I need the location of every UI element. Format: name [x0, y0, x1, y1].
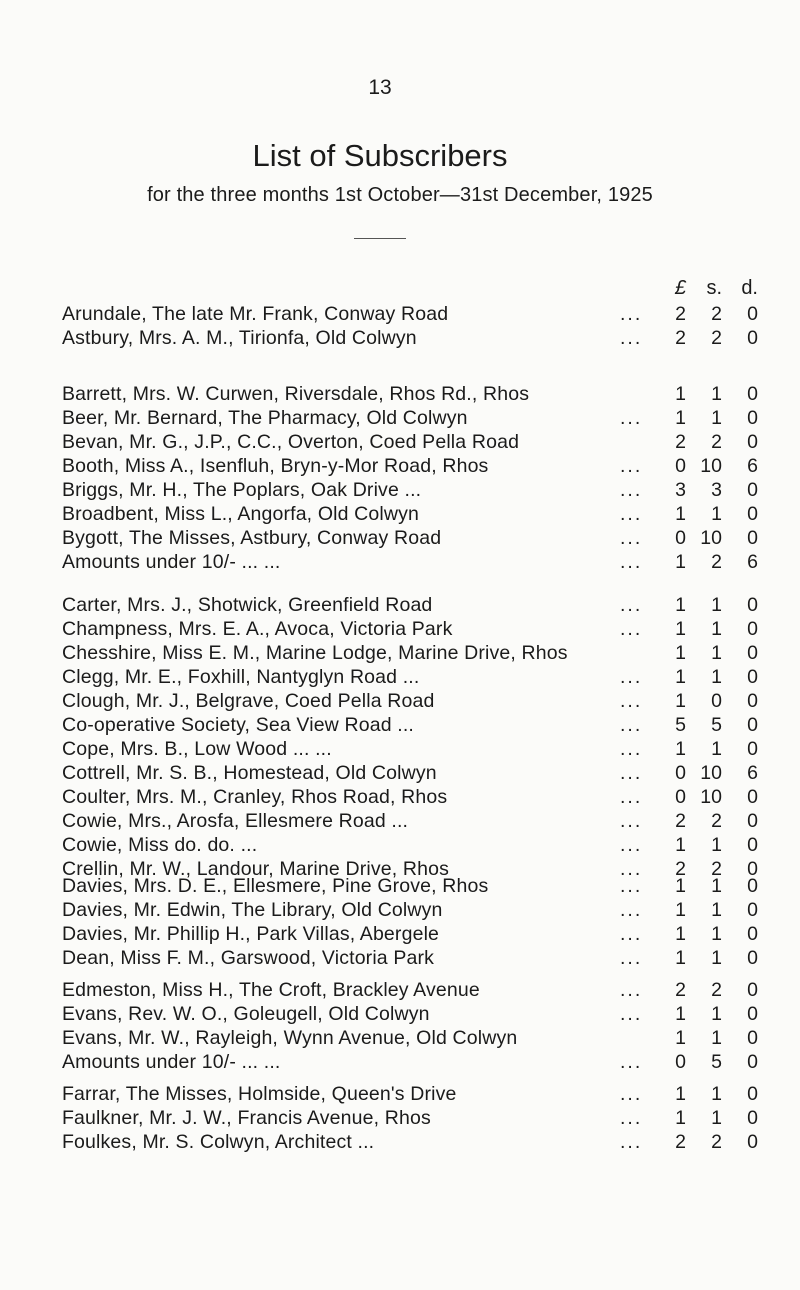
- leader-dots: ...: [620, 618, 643, 640]
- amount-shillings: 1: [711, 1027, 722, 1049]
- amount-pence: 0: [747, 1003, 758, 1025]
- amount-pence: 0: [747, 875, 758, 897]
- leader-dots: ...: [620, 479, 643, 501]
- list-item: [0, 1130, 800, 1154]
- amount-shillings: 1: [711, 875, 722, 897]
- amount-pence: 0: [747, 947, 758, 969]
- amount-pence: 0: [747, 431, 758, 453]
- amount-pounds: 0: [675, 786, 686, 808]
- amount-pence: 0: [747, 1131, 758, 1153]
- amount-pence: 6: [747, 551, 758, 573]
- list-item: [0, 478, 800, 502]
- amount-pence: 0: [747, 407, 758, 429]
- amount-shillings: 1: [711, 834, 722, 856]
- amount-pounds: 2: [675, 431, 686, 453]
- amount-pounds: 1: [675, 642, 686, 664]
- subscriber-name: Chesshire, Miss E. M., Marine Lodge, Marine Drive, Rhos: [62, 642, 568, 664]
- leader-dots: ...: [620, 714, 643, 736]
- leader-dots: ...: [620, 594, 643, 616]
- subscriber-group: [0, 302, 800, 350]
- shillings-header: s.: [706, 277, 722, 299]
- list-item: [0, 978, 800, 1002]
- leader-dots: ...: [620, 875, 643, 897]
- subscriber-name: Foulkes, Mr. S. Colwyn, Architect ...: [62, 1131, 375, 1153]
- leader-dots: ...: [620, 1051, 643, 1073]
- amount-shillings: 1: [711, 503, 722, 525]
- amount-pounds: 1: [675, 1083, 686, 1105]
- amount-pounds: 0: [675, 762, 686, 784]
- amount-shillings: 5: [711, 1051, 722, 1073]
- subscriber-name: Broadbent, Miss L., Angorfa, Old Colwyn: [62, 503, 420, 525]
- amount-pounds: 1: [675, 383, 686, 405]
- amount-shillings: 1: [711, 594, 722, 616]
- leader-dots: ...: [620, 810, 643, 832]
- amount-pence: 0: [747, 1027, 758, 1049]
- amount-pence: 0: [747, 303, 758, 325]
- amount-pence: 0: [747, 738, 758, 760]
- amount-shillings: 2: [711, 858, 722, 880]
- leader-dots: ...: [620, 690, 643, 712]
- amount-pence: 0: [747, 594, 758, 616]
- amount-pence: 0: [747, 923, 758, 945]
- subscriber-name: Co-operative Society, Sea View Road ...: [62, 714, 414, 736]
- list-item: [0, 922, 800, 946]
- amount-pence: 0: [747, 1107, 758, 1129]
- list-item: [0, 761, 800, 785]
- amount-shillings: 1: [711, 642, 722, 664]
- pounds-header: £: [674, 277, 686, 299]
- amount-pence: 0: [747, 327, 758, 349]
- subscriber-name: Clough, Mr. J., Belgrave, Coed Pella Road: [62, 690, 435, 712]
- subscriber-name: Champness, Mrs. E. A., Avoca, Victoria Park: [62, 618, 453, 640]
- subscriber-name: Cowie, Miss do. do. ...: [62, 834, 258, 856]
- page-number: 13: [368, 76, 392, 99]
- amount-pence: 0: [747, 786, 758, 808]
- leader-dots: ...: [620, 858, 643, 880]
- subscriber-name: Astbury, Mrs. A. M., Tirionfa, Old Colwyn: [62, 327, 417, 349]
- subscriber-name: Coulter, Mrs. M., Cranley, Rhos Road, Rhos: [62, 786, 448, 808]
- page-title: List of Subscribers: [252, 138, 508, 173]
- list-item: [0, 382, 800, 406]
- leader-dots: ...: [620, 1131, 643, 1153]
- leader-dots: ...: [620, 527, 643, 549]
- amount-pounds: 1: [675, 503, 686, 525]
- amount-shillings: 5: [711, 714, 722, 736]
- subscriber-name: Davies, Mr. Phillip H., Park Villas, Abergele: [62, 923, 440, 945]
- amount-pounds: 1: [675, 551, 686, 573]
- amount-shillings: 2: [711, 979, 722, 1001]
- amount-pence: 0: [747, 383, 758, 405]
- subscriber-name: Carter, Mrs. J., Shotwick, Greenfield Road: [62, 594, 433, 616]
- amount-shillings: 10: [700, 527, 722, 549]
- list-item: [0, 641, 800, 665]
- leader-dots: ...: [620, 455, 643, 477]
- amount-pence: 0: [747, 858, 758, 880]
- amount-pounds: 1: [675, 834, 686, 856]
- subscriber-name: Farrar, The Misses, Holmside, Queen's Drive: [62, 1083, 457, 1105]
- leader-dots: ...: [620, 786, 643, 808]
- subscriber-group: [0, 382, 800, 574]
- amount-shillings: 1: [711, 1107, 722, 1129]
- leader-dots: ...: [620, 899, 643, 921]
- list-item: [0, 326, 800, 350]
- subscriber-name: Evans, Mr. W., Rayleigh, Wynn Avenue, Old Colwyn: [62, 1027, 518, 1049]
- amount-pounds: 1: [675, 1107, 686, 1129]
- list-item: [0, 550, 800, 574]
- amount-pence: 0: [747, 666, 758, 688]
- leader-dots: ...: [620, 1107, 643, 1129]
- amount-shillings: 2: [711, 303, 722, 325]
- amount-pounds: 0: [675, 455, 686, 477]
- subscriber-name: Crellin, Mr. W., Landour, Marine Drive, Rhos: [62, 858, 449, 880]
- amount-pounds: 1: [675, 738, 686, 760]
- amount-shillings: 1: [711, 923, 722, 945]
- amount-shillings: 10: [700, 455, 722, 477]
- subscriber-group: [0, 593, 800, 881]
- amount-shillings: 2: [711, 431, 722, 453]
- amount-shillings: 10: [700, 786, 722, 808]
- list-item: [0, 302, 800, 326]
- list-item: [0, 874, 800, 898]
- list-item: [0, 785, 800, 809]
- amount-shillings: 1: [711, 947, 722, 969]
- amount-shillings: 2: [711, 1131, 722, 1153]
- leader-dots: ...: [620, 503, 643, 525]
- subscriber-name: Briggs, Mr. H., The Poplars, Oak Drive ...: [62, 479, 422, 501]
- amount-pounds: 1: [675, 690, 686, 712]
- subscriber-name: Cowie, Mrs., Arosfa, Ellesmere Road ...: [62, 810, 409, 832]
- list-item: [0, 454, 800, 478]
- amount-pence: 0: [747, 1083, 758, 1105]
- leader-dots: ...: [620, 947, 643, 969]
- amount-pence: 0: [747, 899, 758, 921]
- amount-pence: 0: [747, 479, 758, 501]
- amount-shillings: 1: [711, 383, 722, 405]
- amount-shillings: 2: [711, 810, 722, 832]
- subscriber-name: Evans, Rev. W. O., Goleugell, Old Colwyn: [62, 1003, 430, 1025]
- list-item: [0, 689, 800, 713]
- amount-pence: 0: [747, 714, 758, 736]
- subscriber-group: [0, 978, 800, 1074]
- list-item: [0, 665, 800, 689]
- leader-dots: ...: [620, 979, 643, 1001]
- subscriber-name: Davies, Mr. Edwin, The Library, Old Colwyn: [62, 899, 443, 921]
- list-item: [0, 1002, 800, 1026]
- subscriber-group: [0, 1082, 800, 1154]
- amount-pence: 0: [747, 503, 758, 525]
- leader-dots: ...: [620, 1083, 643, 1105]
- subscriber-name: Arundale, The late Mr. Frank, Conway Road: [62, 303, 449, 325]
- list-item: [0, 617, 800, 641]
- subscriber-name: Barrett, Mrs. W. Curwen, Riversdale, Rhos Rd., Rhos: [62, 383, 530, 405]
- list-item: [0, 1106, 800, 1130]
- amount-pounds: 2: [675, 303, 686, 325]
- list-item: [0, 713, 800, 737]
- subscriber-name: Cope, Mrs. B., Low Wood ... ...: [62, 738, 332, 760]
- amount-pounds: 1: [675, 407, 686, 429]
- amount-pounds: 2: [675, 979, 686, 1001]
- list-item: [0, 946, 800, 970]
- amount-pence: 0: [747, 527, 758, 549]
- divider-rule: [354, 238, 406, 239]
- subscriber-name: Amounts under 10/- ... ...: [62, 1051, 281, 1073]
- subscriber-name: Clegg, Mr. E., Foxhill, Nantyglyn Road ...: [62, 666, 420, 688]
- amount-pounds: 5: [675, 714, 686, 736]
- subscriber-name: Bygott, The Misses, Astbury, Conway Road: [62, 527, 442, 549]
- leader-dots: ...: [620, 551, 643, 573]
- amount-pence: 0: [747, 618, 758, 640]
- page-subtitle: for the three months 1st October—31st December, 1925: [147, 184, 653, 206]
- list-item: [0, 737, 800, 761]
- subscriber-name: Beer, Mr. Bernard, The Pharmacy, Old Colwyn: [62, 407, 468, 429]
- amount-pounds: 1: [675, 1027, 686, 1049]
- list-item: [0, 593, 800, 617]
- leader-dots: ...: [620, 327, 643, 349]
- amount-shillings: 2: [711, 327, 722, 349]
- amount-shillings: 3: [711, 479, 722, 501]
- list-item: [0, 833, 800, 857]
- amount-pounds: 2: [675, 1131, 686, 1153]
- amount-pence: 0: [747, 690, 758, 712]
- leader-dots: ...: [620, 666, 643, 688]
- list-item: [0, 1026, 800, 1050]
- amount-pounds: 2: [675, 858, 686, 880]
- amount-pence: 0: [747, 810, 758, 832]
- list-item: [0, 526, 800, 550]
- list-item: [0, 898, 800, 922]
- leader-dots: ...: [620, 738, 643, 760]
- amount-pounds: 1: [675, 899, 686, 921]
- pence-header: d.: [741, 277, 758, 299]
- amount-shillings: 1: [711, 738, 722, 760]
- subscriber-name: Edmeston, Miss H., The Croft, Brackley Avenue: [62, 979, 480, 1001]
- subscriber-group: [0, 874, 800, 970]
- amount-pounds: 3: [675, 479, 686, 501]
- amount-pence: 6: [747, 762, 758, 784]
- subscriber-name: Booth, Miss A., Isenfluh, Bryn-y-Mor Road, Rhos: [62, 455, 489, 477]
- leader-dots: ...: [620, 762, 643, 784]
- amount-shillings: 2: [711, 551, 722, 573]
- subscriber-name: Davies, Mrs. D. E., Ellesmere, Pine Grove, Rhos: [62, 875, 489, 897]
- list-item: [0, 430, 800, 454]
- amount-pence: 0: [747, 1051, 758, 1073]
- amount-pounds: 1: [675, 618, 686, 640]
- amount-shillings: 10: [700, 762, 722, 784]
- amount-shillings: 0: [711, 690, 722, 712]
- amount-shillings: 1: [711, 1083, 722, 1105]
- amount-pence: 0: [747, 979, 758, 1001]
- amount-shillings: 1: [711, 899, 722, 921]
- leader-dots: ...: [620, 834, 643, 856]
- amount-pounds: 1: [675, 594, 686, 616]
- amount-pence: 0: [747, 834, 758, 856]
- list-item: [0, 502, 800, 526]
- amount-pounds: 2: [675, 810, 686, 832]
- subscriber-name: Faulkner, Mr. J. W., Francis Avenue, Rhos: [62, 1107, 431, 1129]
- list-item: [0, 406, 800, 430]
- amount-pounds: 1: [675, 666, 686, 688]
- amount-pounds: 1: [675, 923, 686, 945]
- amount-pounds: 1: [675, 1003, 686, 1025]
- subscriber-name: Bevan, Mr. G., J.P., C.C., Overton, Coed Pella Road: [62, 431, 520, 453]
- list-item: [0, 1050, 800, 1074]
- amount-shillings: 1: [711, 407, 722, 429]
- amount-shillings: 1: [711, 618, 722, 640]
- leader-dots: ...: [620, 407, 643, 429]
- subscriber-name: Amounts under 10/- ... ...: [62, 551, 281, 573]
- amount-pounds: 2: [675, 327, 686, 349]
- amount-pounds: 0: [675, 527, 686, 549]
- amount-pence: 6: [747, 455, 758, 477]
- amount-shillings: 1: [711, 1003, 722, 1025]
- amount-shillings: 1: [711, 666, 722, 688]
- amount-pounds: 0: [675, 1051, 686, 1073]
- currency-header: [0, 277, 800, 303]
- leader-dots: ...: [620, 303, 643, 325]
- amount-pounds: 1: [675, 875, 686, 897]
- amount-pence: 0: [747, 642, 758, 664]
- leader-dots: ...: [620, 1003, 643, 1025]
- list-item: [0, 809, 800, 833]
- amount-pounds: 1: [675, 947, 686, 969]
- subscriber-name: Cottrell, Mr. S. B., Homestead, Old Colwyn: [62, 762, 437, 784]
- subscriber-name: Dean, Miss F. M., Garswood, Victoria Park: [62, 947, 435, 969]
- leader-dots: ...: [620, 923, 643, 945]
- list-item: [0, 1082, 800, 1106]
